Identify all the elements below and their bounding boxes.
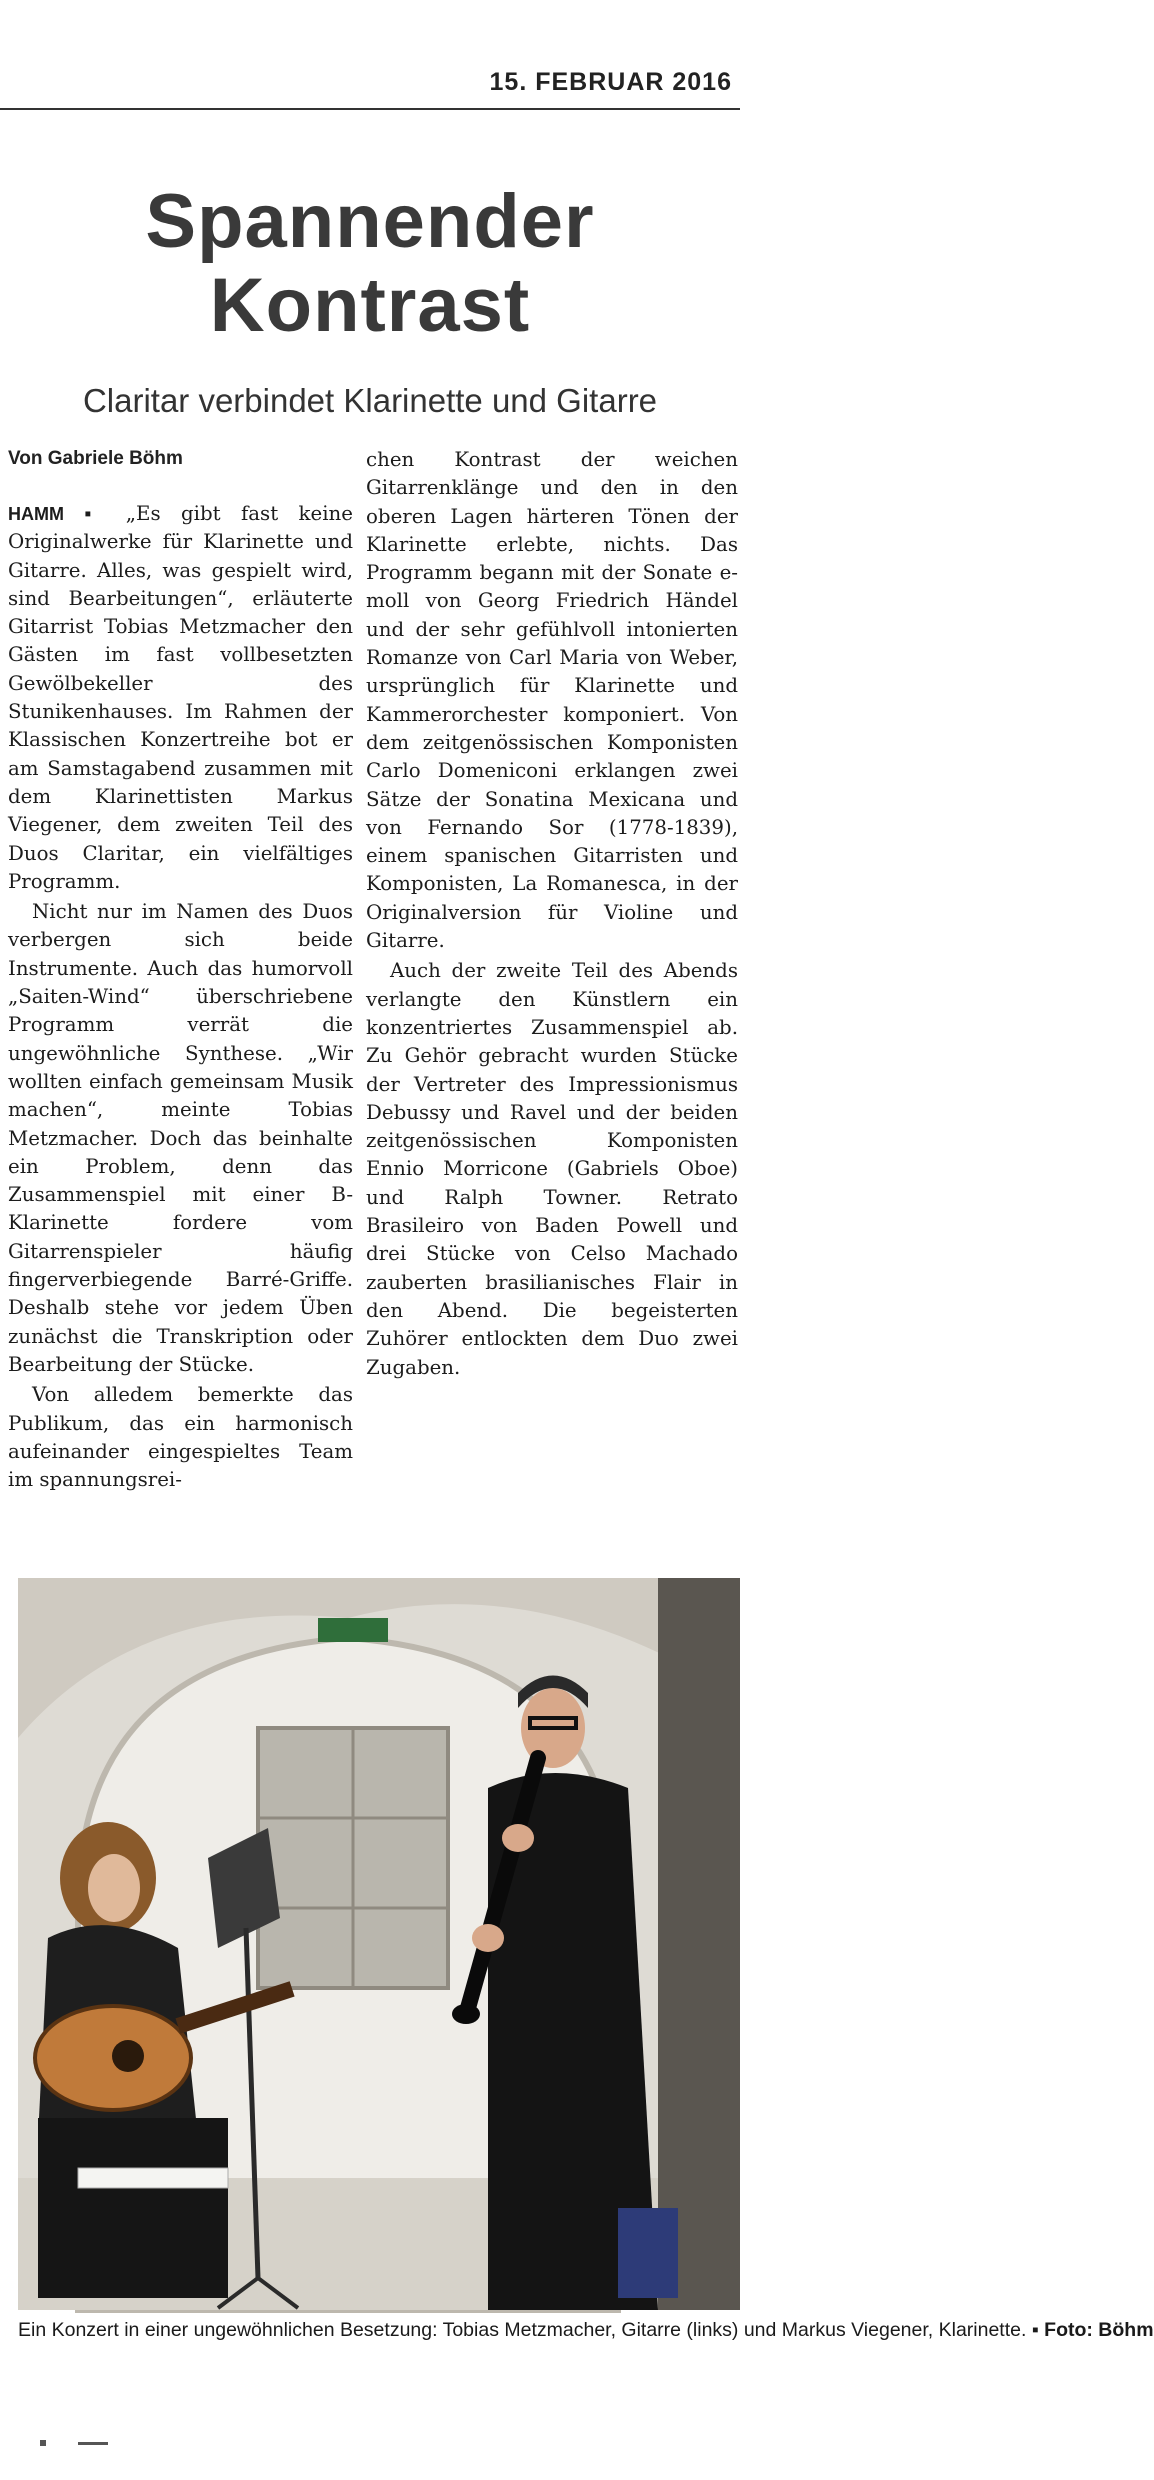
music-sheet [78,2168,228,2188]
paragraph-3-start: Von alledem bemerkte das Publikum, das ein harmonisch aufeinander eingespieltes Team im spannungsrei- [8,1383,353,1492]
top-rule [0,108,740,110]
byline: Von Gabriele Böhm [8,448,183,469]
guitarist-legs [38,2118,228,2298]
article-column-2 [366,446,738,1561]
date-line: 15. FEBRUAR 2016 [489,68,732,96]
guitarist-face [88,1854,140,1922]
clarinetist-hand [502,1824,534,1852]
instrument-case [618,2208,678,2298]
subheadline: Claritar verbindet Klarinette und Gitarre [82,382,658,419]
headline [0,180,740,348]
footer-mark-dot [40,2440,46,2446]
dark-right-wall [658,1578,740,2310]
headline-line-1: Spannender [145,179,595,264]
article-column-1 [8,500,353,1560]
paragraph-3-continued: chen Kontrast der weichen Gitarrenklänge und den in den oberen Lagen härteren Tönen der Klarinette erlebte, nichts. Das Programm begann mit der Sonate e-moll von Georg Friedrich Händel und der sehr gefühlvoll intonierten Romanze von Carl Maria von Weber, ursprünglich für Klarinette und Kammerorchester komponiert. Von dem zeitgenössischen Komponisten Carlo Domeniconi erklangen zwei Sätze der Sonatina Mexicana und von Fernando Sor (1778-1839), einem spanischen Gitarristen und Komponisten, La Romanesca, in der Originalversion für Violine und Gitarre. [366,448,738,953]
photo-credit: Foto: Böhm [1044,2319,1154,2341]
caption-separator: ▪ [1031,2319,1039,2341]
headline-line-2: Kontrast [209,263,531,348]
concert-photo-illustration [18,1578,740,2310]
exit-sign [318,1618,388,1642]
paragraph-4: Auch der zweite Teil des Abends verlangte den Künstlern ein konzentriertes Zusammenspiel ab. Zu Gehör gebracht wurden Stücke der Vertreter des Impressionismus Debussy und Ravel und der beiden zeitgenössischen Komponisten Ennio Morricone (Gabriels Oboe) und Ralph Towner. Retrato Brasileiro von Baden Powell und drei Stücke von Celso Machado zauberten brasilianisches Flair in den Abend. Die begeisterten Zuhörer entlockten dem Duo zwei Zugaben. [366,959,738,1379]
caption-text: Ein Konzert in einer ungewöhnlichen Besetzung: Tobias Metzmacher, Gitarre (links) und Markus Viegener, Klarinette. [18,2319,1027,2341]
footer-mark-dash [78,2442,108,2445]
paragraph-1 [8,500,353,896]
paragraph-1-text: „Es gibt fast keine Originalwerke für Klarinette und Gitarre. Alles, was gespielt wird, sind Bearbeitungen“, erläuterte Gitarrist Tobias Metzmacher den Gästen im fast vollbesetzten Gewölbekeller des Stunikenhauses. Im Rahmen der Klassischen Konzertreihe bot er am Samstagabend zusammen mit dem Klarinettisten Markus Viegener, dem zweiten Teil des Duos Claritar, ein vielfältiges Programm. [8,502,353,893]
dateline-separator: ▪ [84,503,106,525]
concert-photo [18,1578,740,2310]
paragraph-2: Nicht nur im Namen des Duos verbergen sich beide Instrumente. Auch das humorvoll „Saiten-Wind“ überschriebene Programm verrät die ungewöhnliche Synthese. „Wir wollten einfach gemeinsam Musik machen“, meinte Tobias Metzmacher. Doch das beinhalte ein Problem, denn das Zusammenspiel mit einer B-Klarinette fordere vom Gitarrenspieler häufig fingerverbiegende Barré-Griffe. Deshalb stehe vor jedem Üben zunächst die Transkription oder Bearbeitung der Stücke. [8,900,353,1376]
photo-caption [18,2316,1154,2345]
dateline: HAMM [8,504,64,524]
